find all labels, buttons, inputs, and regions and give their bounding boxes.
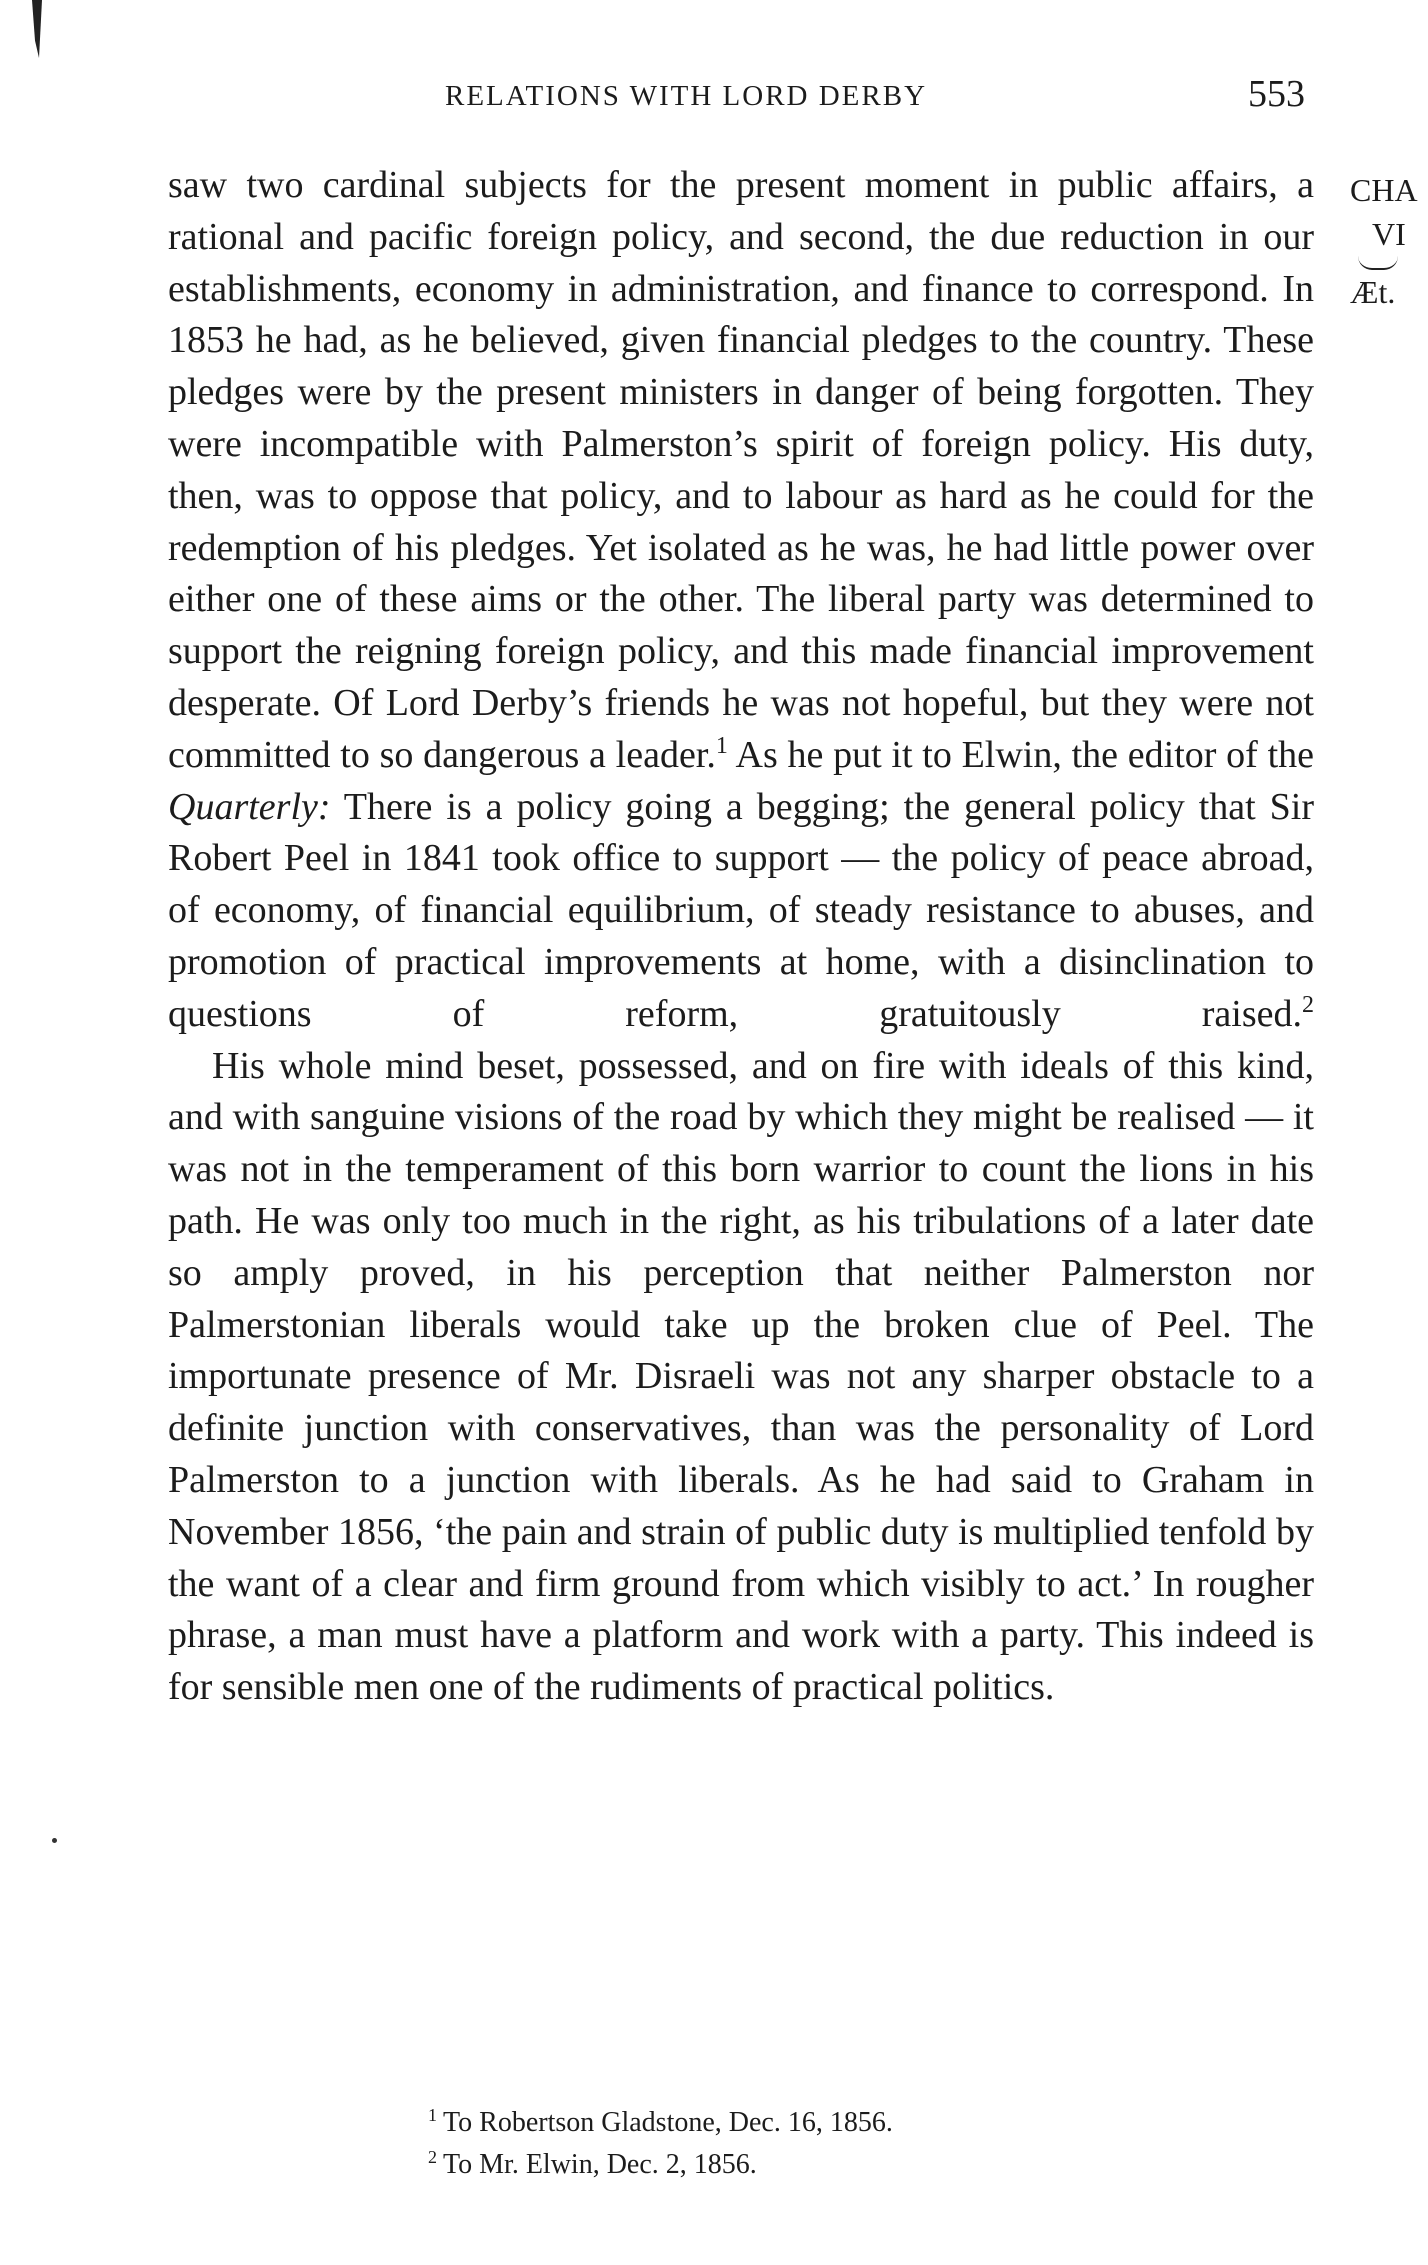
paragraph-1-text-c: There is a policy going a begging; the general policy that Sir Robert Peel in 1841 took office to support — the policy of peace abroad, of economy, of financial equilibrium, of steady resistance to abuses, and promotion of practical improvements at home, with a disinclination to questions of reform, gratuitously raised. [168,785,1314,1035]
footnotes [428,2098,893,2182]
margin-chapter: CHA [1350,172,1418,208]
scan-corner-mark [32,0,42,58]
footnote-ref-2: 2 [1302,991,1314,1018]
page-number: 553 [1248,73,1305,115]
running-title: RELATIONS WITH LORD DERBY [445,80,928,112]
footnote-2 [428,2140,893,2182]
paragraph-1-text-b: As he put it to Elwin, the editor of the [727,733,1315,776]
paragraph-1 [168,160,1314,1041]
paragraph-1-text-a: saw two cardinal subjects for the present moment in public affairs, a rational and pacific foreign policy, and second, the due reduction in our establishments, economy in administration, and finance to correspond. In 1853 he had, as he believed, given financial pledges to the country. These pledges were by the present ministers in danger of being forgotten. They were incompatible with Palmerston’s spirit of foreign policy. His duty, then, was to oppose that policy, and to labour as hard as he could for the redemption of his pledges. Yet isolated as he was, he had little power over either one of these aims or the other. The liberal party was determined to support the reigning foreign policy, and this made financial improvement desperate. Of Lord Derby’s friends he was not hopeful, but they were not committed to so dangerous a leader. [168,164,1314,776]
margin-chapter-number: VI [1372,216,1406,252]
italic-title: Quarterly: [168,785,331,828]
margin-age: Æt. [1350,274,1396,310]
footnote-2-text: To Mr. Elwin, Dec. 2, 1856. [443,2149,757,2180]
footnote-ref-1: 1 [715,732,728,759]
footnote-1-number: 1 [428,2105,437,2125]
paragraph-2: His whole mind beset, possessed, and on fire with ideals of this kind, and with sanguine visions of the road by which they might be realised — it was not in the temperament of this born warrior to count the lions in his path. He was only too much in the right, as his tribulations of a later date so amply proved, in his perception that neither Palmerston nor Palmerstonian liberals would take up the broken clue of Peel. The importunate presence of Mr. Disraeli was not any sharper obstacle to a definite junction with conservatives, than was the personality of Lord Palmerston to a junction with liberals. As he had said to Graham in November 1856, ‘the pain and strain of public duty is multiplied tenfold by the want of a clear and firm ground from which visibly to act.’ In rougher phrase, a man must have a platform and work with a party. This indeed is for sensible men one of the rudiments of practical politics. [168,1044,1314,1709]
margin-note [1350,168,1418,314]
scan-speck [52,1838,57,1843]
footnote-2-number: 2 [428,2147,437,2167]
footnote-1 [428,2098,893,2140]
body-text [168,160,1314,1714]
margin-brace [1358,256,1398,270]
footnote-1-text: To Robertson Gladstone, Dec. 16, 1856. [443,2107,893,2138]
